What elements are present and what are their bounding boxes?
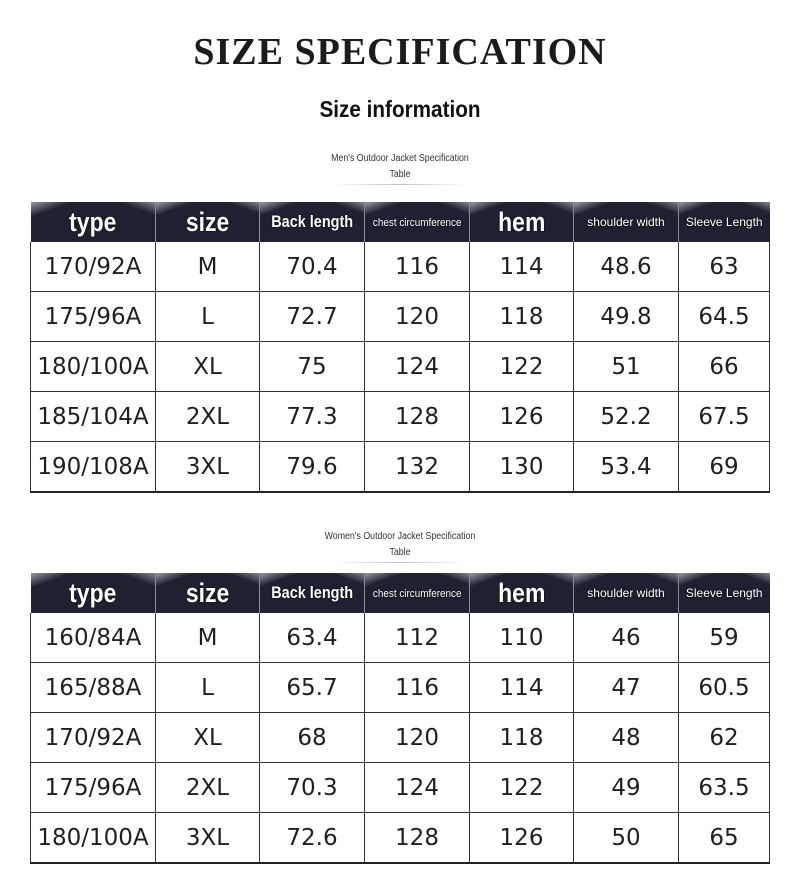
cell-back-length: 65.7 (260, 663, 365, 713)
cell-type: 175/96A (31, 292, 156, 342)
men-caption-line2: Table (389, 169, 411, 180)
cell-hem: 126 (470, 813, 574, 864)
cell-type: 185/104A (31, 392, 156, 442)
cell-type: 175/96A (31, 763, 156, 813)
cell-back-length: 72.7 (260, 292, 365, 342)
cell-sleeve: 65 (679, 813, 770, 864)
cell-shoulder: 49.8 (574, 292, 679, 342)
women-caption-line2: Table (389, 547, 411, 558)
cell-chest: 120 (365, 292, 470, 342)
caption-divider (334, 562, 466, 563)
women-size-table (30, 573, 770, 864)
cell-size: L (156, 292, 260, 342)
cell-hem: 122 (470, 763, 574, 813)
cell-sleeve: 60.5 (679, 663, 770, 713)
cell-type: 180/100A (31, 342, 156, 392)
cell-sleeve: 69 (679, 442, 770, 493)
cell-chest: 132 (365, 442, 470, 493)
cell-size: L (156, 663, 260, 713)
cell-back-length: 75 (260, 342, 365, 392)
cell-shoulder: 51 (574, 342, 679, 392)
header-back-length: Back length (260, 573, 365, 613)
cell-size: 2XL (156, 763, 260, 813)
cell-shoulder: 50 (574, 813, 679, 864)
table-row (31, 392, 770, 442)
table-row (31, 342, 770, 392)
cell-chest: 124 (365, 342, 470, 392)
cell-type: 190/108A (31, 442, 156, 493)
cell-hem: 130 (470, 442, 574, 493)
men-size-table (30, 202, 770, 493)
cell-shoulder: 48 (574, 713, 679, 763)
table-row (31, 763, 770, 813)
cell-shoulder: 47 (574, 663, 679, 713)
cell-size: 3XL (156, 813, 260, 864)
cell-hem: 118 (470, 292, 574, 342)
page-title: SIZE SPECIFICATION (193, 31, 607, 73)
cell-type: 180/100A (31, 813, 156, 864)
cell-chest: 120 (365, 713, 470, 763)
header-size: size (156, 202, 260, 242)
cell-back-length: 77.3 (260, 392, 365, 442)
cell-sleeve: 63.5 (679, 763, 770, 813)
cell-type: 170/92A (31, 713, 156, 763)
men-caption-line1: Men's Outdoor Jacket Specification (331, 153, 469, 164)
header-sleeve-length: Sleeve Length (679, 573, 770, 613)
cell-type: 160/84A (31, 613, 156, 663)
table-row (31, 242, 770, 292)
cell-size: M (156, 242, 260, 292)
cell-type: 165/88A (31, 663, 156, 713)
page-subtitle: Size information (319, 96, 481, 122)
cell-chest: 128 (365, 813, 470, 864)
cell-back-length: 68 (260, 713, 365, 763)
cell-type: 170/92A (31, 242, 156, 292)
cell-back-length: 70.4 (260, 242, 365, 292)
cell-chest: 116 (365, 242, 470, 292)
women-caption-line1: Women's Outdoor Jacket Specification (324, 531, 476, 542)
cell-back-length: 72.6 (260, 813, 365, 864)
table-row (31, 813, 770, 864)
table-row (31, 713, 770, 763)
header-shoulder-width: shoulder width (574, 202, 679, 242)
cell-hem: 110 (470, 613, 574, 663)
header-shoulder-width: shoulder width (574, 573, 679, 613)
cell-size: M (156, 613, 260, 663)
cell-shoulder: 48.6 (574, 242, 679, 292)
cell-sleeve: 64.5 (679, 292, 770, 342)
header-hem: hem (470, 573, 574, 613)
cell-hem: 114 (470, 242, 574, 292)
cell-back-length: 79.6 (260, 442, 365, 493)
header-chest-circumference: chest circumference (365, 202, 470, 242)
cell-shoulder: 52.2 (574, 392, 679, 442)
cell-back-length: 70.3 (260, 763, 365, 813)
men-table-caption (312, 151, 488, 185)
cell-hem: 126 (470, 392, 574, 442)
header-back-length: Back length (260, 202, 365, 242)
cell-hem: 114 (470, 663, 574, 713)
header-type: type (31, 202, 156, 242)
cell-sleeve: 59 (679, 613, 770, 663)
table-row (31, 442, 770, 493)
cell-hem: 118 (470, 713, 574, 763)
cell-chest: 116 (365, 663, 470, 713)
cell-size: 3XL (156, 442, 260, 493)
table-row (31, 292, 770, 342)
women-table-caption (312, 529, 488, 563)
table-header-row (31, 202, 770, 242)
table-row (31, 613, 770, 663)
header-size: size (156, 573, 260, 613)
header-type: type (31, 573, 156, 613)
cell-hem: 122 (470, 342, 574, 392)
cell-chest: 112 (365, 613, 470, 663)
cell-back-length: 63.4 (260, 613, 365, 663)
cell-shoulder: 49 (574, 763, 679, 813)
header-sleeve-length: Sleeve Length (679, 202, 770, 242)
cell-size: XL (156, 713, 260, 763)
cell-size: 2XL (156, 392, 260, 442)
cell-chest: 124 (365, 763, 470, 813)
cell-sleeve: 67.5 (679, 392, 770, 442)
header-hem: hem (470, 202, 574, 242)
caption-divider (334, 184, 466, 185)
cell-sleeve: 66 (679, 342, 770, 392)
cell-chest: 128 (365, 392, 470, 442)
cell-shoulder: 53.4 (574, 442, 679, 493)
header-chest-circumference: chest circumference (365, 573, 470, 613)
cell-shoulder: 46 (574, 613, 679, 663)
table-header-row (31, 573, 770, 613)
table-row (31, 663, 770, 713)
cell-sleeve: 62 (679, 713, 770, 763)
cell-size: XL (156, 342, 260, 392)
cell-sleeve: 63 (679, 242, 770, 292)
